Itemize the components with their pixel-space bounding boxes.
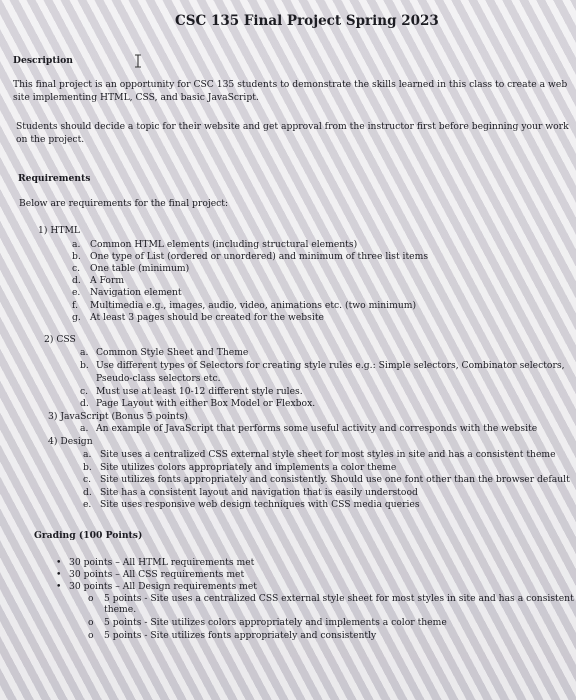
list-marker: f. [72, 299, 78, 311]
description-line: on the project. [16, 134, 85, 145]
list-item: An example of JavaScript that performs some useful activity and corresponds with the website [96, 423, 538, 434]
grading-item: 30 points – All CSS requirements met [69, 569, 245, 580]
list-item: Common Style Sheet and Theme [96, 347, 249, 358]
section-label-html: 1) HTML [38, 225, 80, 236]
list-marker: c. [83, 474, 92, 486]
list-marker: b. [83, 461, 92, 473]
list-marker: g. [72, 311, 81, 323]
grading-sub-item-continued: theme. [104, 604, 137, 615]
sub-bullet-marker: o [88, 617, 94, 628]
list-marker: e. [83, 499, 92, 511]
page-title: CSC 135 Final Project Spring 2023 [175, 13, 439, 29]
bullet-marker: • [56, 581, 62, 592]
list-item: At least 3 pages should be created for the website [90, 311, 324, 323]
list-marker: d. [80, 398, 89, 409]
list-marker: d. [72, 275, 81, 287]
list-marker: a. [83, 449, 92, 460]
list-item: Site utilizes fonts appropriately and consistently. Should use one font other than the browser default [100, 474, 570, 486]
grading-heading: Grading (100 Points) [34, 530, 143, 541]
list-item: Common HTML elements (including structural elements) [90, 239, 358, 250]
grading-item: 30 points – All HTML requirements met [69, 557, 255, 568]
list-marker: c. [72, 263, 81, 275]
grading-item: 30 points – All Design requirements met [69, 581, 257, 592]
description-line: site implementing HTML, CSS, and basic JavaScript. [13, 92, 259, 103]
list-item: Multimedia e.g., images, audio, video, animations etc. (two minimum) [90, 299, 417, 311]
grading-sub-item: 5 points - Site utilizes fonts appropriately and consistently [104, 630, 377, 641]
list-marker: b. [80, 360, 89, 371]
requirements-intro: Below are requirements for the final project: [19, 198, 229, 209]
list-marker: a. [80, 423, 89, 434]
description-line: This final project is an opportunity for CSC 135 students to demonstrate the skills learned in this class to create a web [13, 79, 568, 90]
list-item: Use different types of Selectors for creating style rules e.g.: Simple selectors, Combinator selectors, [96, 360, 565, 371]
section-label-js: 3) JavaScript (Bonus 5 points) [48, 411, 188, 422]
list-marker: b. [72, 251, 81, 263]
list-item: One table (minimum) [90, 263, 190, 275]
sub-bullet-marker: o [88, 593, 94, 604]
description-line: Students should decide a topic for their website and get approval from the instructor first before beginning your work [16, 121, 569, 132]
list-item: Page Layout with either Box Model or Flexbox. [96, 398, 316, 409]
grading-sub-item: 5 points - Site uses a centralized CSS external style sheet for most styles in site and has a consistent [104, 593, 574, 604]
list-item: Must use at least 10-12 different style rules. [96, 386, 303, 397]
requirements-heading: Requirements [18, 173, 91, 184]
list-item: Navigation element [90, 287, 182, 299]
grading-sub-item: 5 points - Site utilizes colors appropriately and implements a color theme [104, 617, 447, 628]
list-marker: d. [83, 486, 92, 498]
list-marker: e. [72, 287, 81, 299]
list-item: Site utilizes colors appropriately and implements a color theme [100, 461, 397, 473]
description-heading: Description [13, 55, 73, 66]
list-item: Site has a consistent layout and navigation that is easily understood [100, 486, 418, 498]
sub-bullet-marker: o [88, 630, 94, 641]
list-item: Site uses responsive web design techniques with CSS media queries [100, 499, 420, 511]
list-marker: c. [80, 386, 89, 397]
section-label-design: 4) Design [48, 436, 93, 447]
bullet-marker: • [56, 569, 62, 580]
section-label-css: 2) CSS [44, 334, 76, 345]
list-marker: a. [72, 239, 81, 250]
list-item: One type of List (ordered or unordered) and minimum of three list items [90, 251, 429, 263]
list-item: A Form [90, 275, 125, 287]
bullet-marker: • [56, 557, 62, 568]
text-cursor-icon [133, 54, 143, 68]
list-marker: a. [80, 347, 89, 358]
list-item: Site uses a centralized CSS external style sheet for most styles in site and has a consistent theme [100, 449, 556, 460]
list-item: Pseudo-class selectors etc. [96, 373, 221, 384]
